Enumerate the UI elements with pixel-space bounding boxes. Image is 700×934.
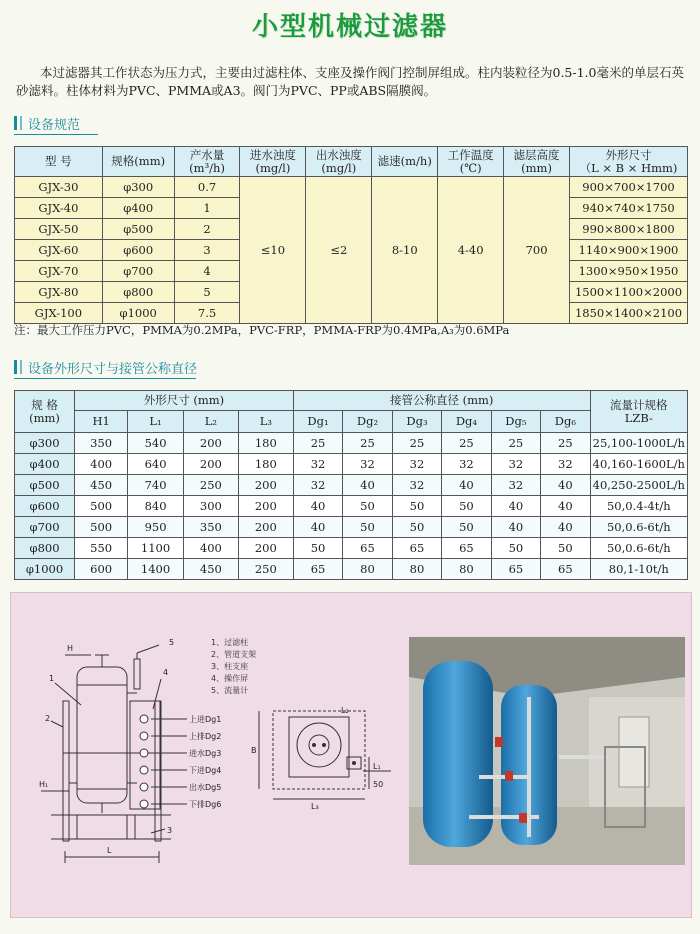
table-cell: 40 xyxy=(343,475,392,496)
table-cell: 50 xyxy=(392,496,441,517)
col-header: 进水浊度 (mg/l) xyxy=(240,147,306,177)
table-cell: 50 xyxy=(343,496,392,517)
table-cell: 840 xyxy=(128,496,184,517)
table-cell: 25 xyxy=(343,433,392,454)
table-cell: 50 xyxy=(392,517,441,538)
svg-text:H: H xyxy=(67,644,74,653)
svg-text:B: B xyxy=(251,746,257,755)
table-cell: 200 xyxy=(183,454,238,475)
table-cell: 450 xyxy=(183,559,238,580)
table-cell: 1400 xyxy=(128,559,184,580)
table-row: GJX-50 φ500 2 990×800×1800 xyxy=(15,219,688,240)
section-heading-label: 设备外形尺寸与接管公称直径 xyxy=(28,361,198,377)
table-cell: 50 xyxy=(442,517,491,538)
table-cell: 50 xyxy=(491,538,540,559)
table-cell: 600 xyxy=(75,559,128,580)
table-cell: φ300 xyxy=(15,433,75,454)
table-cell: 250 xyxy=(183,475,238,496)
col-header: 工作温度 (℃) xyxy=(438,147,504,177)
table-cell: 250 xyxy=(238,559,293,580)
table-cell: 32 xyxy=(491,475,540,496)
table-cell: φ800 xyxy=(15,538,75,559)
table-cell: 50 xyxy=(343,517,392,538)
intro-paragraph: 本过滤器其工作状态为压力式，主要由过滤柱体、支座及操作阀门控制屏组成。柱内装粒径为0.5-1.0毫米的单层石英砂滤料。柱体材料为PVC、PMMA或A3。阀门为PVC、PP或ABS隔膜阀。 xyxy=(16,65,684,98)
table-row: GJX-70 φ700 4 1300×950×1950 xyxy=(15,261,688,282)
table-cell: 32 xyxy=(392,454,441,475)
table-cell: 300 xyxy=(183,496,238,517)
table-cell: 500 xyxy=(75,496,128,517)
table-cell: 80 xyxy=(343,559,392,580)
table-cell: 40 xyxy=(541,475,590,496)
table-cell: 540 xyxy=(128,433,184,454)
svg-text:4: 4 xyxy=(163,668,169,677)
svg-text:L: L xyxy=(107,846,112,855)
table-cell: 40 xyxy=(491,517,540,538)
table-cell: 400 xyxy=(75,454,128,475)
col-header: 流量计规格 LZB- xyxy=(590,391,687,433)
table-cell: 25 xyxy=(392,433,441,454)
table-cell: 640 xyxy=(128,454,184,475)
dimension-table: 规 格 (mm) 外形尺寸 (mm) 接管公称直径 (mm) 流量计规格 LZB- H1 L₁ L₂ L₃ Dg₁ Dg₂ Dg₃ Dg₄ Dg₅ Dg₆ φ300 350 540 200 180 25 25 25 25 25 25 25,100-1000L/h φ400 400 640 200 180 32 32 32 32 32 32 40,160-1600L/h φ500 450 740 250 200 32 40 32 40 32 40 40,250-2500L/h φ600 500 840 300 200 40 50 50 50 40 40 50,0.4-4t/h φ700 500 950 350 200 40 50 50 50 40 40 50,0.6-6t/h φ800 550 1100 400 200 50 65 65 65 50 50 50,0.6-6t/h φ1000 600 1400 450 250 65 80 80 80 65 65 80,1-10t/h xyxy=(14,390,688,580)
valve-label: 上排Dg2 xyxy=(189,732,222,741)
table-cell: 50,0.4-4t/h xyxy=(590,496,687,517)
table-cell: 80 xyxy=(442,559,491,580)
valve-label: 进水Dg3 xyxy=(189,749,222,758)
section-heading-dims xyxy=(14,358,197,376)
table-cell: 32 xyxy=(293,454,342,475)
table-cell: 65 xyxy=(491,559,540,580)
table-cell: 200 xyxy=(238,496,293,517)
col-header: 产水量 (m³/h) xyxy=(174,147,240,177)
svg-text:50: 50 xyxy=(373,780,384,789)
col-header: 外形尺寸 (mm) xyxy=(75,391,294,411)
table-cell: 200 xyxy=(238,517,293,538)
svg-text:1: 1 xyxy=(49,674,55,683)
table-cell: 50,0.6-6t/h xyxy=(590,517,687,538)
table-cell: 40 xyxy=(293,517,342,538)
table-cell: 32 xyxy=(541,454,590,475)
table-cell: 350 xyxy=(75,433,128,454)
table-row xyxy=(15,433,688,454)
table-row: GJX-100 φ1000 7.5 1850×1400×2100 xyxy=(15,303,688,324)
table-cell: 950 xyxy=(128,517,184,538)
table-cell: 65 xyxy=(343,538,392,559)
table-cell: 200 xyxy=(183,433,238,454)
section-heading-label: 设备规范 xyxy=(28,117,81,133)
table-cell: φ400 xyxy=(15,454,75,475)
table-cell: 40 xyxy=(293,496,342,517)
table-cell: 350 xyxy=(183,517,238,538)
table-cell: 25 xyxy=(541,433,590,454)
table-cell: 200 xyxy=(238,475,293,496)
table-row: GJX-30 φ300 0.7 ≤10 ≤2 8-10 4-40 700 900×700×1700 xyxy=(15,177,688,198)
table-cell: 180 xyxy=(238,454,293,475)
table-cell: 32 xyxy=(343,454,392,475)
table-cell: 40 xyxy=(442,475,491,496)
table-cell: 65 xyxy=(392,538,441,559)
filter-photo xyxy=(409,637,685,865)
table-row xyxy=(15,475,688,496)
table-cell: φ600 xyxy=(15,496,75,517)
table-row xyxy=(15,454,688,475)
table-cell: 40,250-2500L/h xyxy=(590,475,687,496)
table-cell: 50 xyxy=(541,538,590,559)
col-header: 接管公称直径 (mm) xyxy=(293,391,590,411)
drawing-panel xyxy=(10,592,692,918)
table-cell: 65 xyxy=(442,538,491,559)
table-row: GJX-60 φ600 3 1140×900×1900 xyxy=(15,240,688,261)
col-header: 滤层高度 (mm) xyxy=(504,147,570,177)
table-cell: 40 xyxy=(491,496,540,517)
table-row xyxy=(15,538,688,559)
table-cell: 50 xyxy=(293,538,342,559)
table-cell: 25 xyxy=(293,433,342,454)
table-cell: 50,0.6-6t/h xyxy=(590,538,687,559)
table-row xyxy=(15,517,688,538)
table-cell: 32 xyxy=(293,475,342,496)
table-row: GJX-40 φ400 1 940×740×1750 xyxy=(15,198,688,219)
col-header: 规 格 (mm) xyxy=(15,391,75,433)
svg-text:L₁: L₁ xyxy=(373,762,381,771)
filter-schematic xyxy=(11,593,407,919)
table-cell: 40 xyxy=(541,496,590,517)
table-cell: 25 xyxy=(442,433,491,454)
table-cell: φ700 xyxy=(15,517,75,538)
table-cell: 400 xyxy=(183,538,238,559)
col-header: 规格(mm) xyxy=(102,147,174,177)
col-header: 型 号 xyxy=(15,147,103,177)
table-cell: 500 xyxy=(75,517,128,538)
table-cell: 40,160-1600L/h xyxy=(590,454,687,475)
svg-text:H₁: H₁ xyxy=(39,780,49,789)
pressure-note: 注：最大工作压力PVC，PMMA为0.2MPa，PVC-FRP，PMMA-FRP为0.4MPa,A₃为0.6MPa xyxy=(14,323,510,337)
table-cell: 550 xyxy=(75,538,128,559)
drawing-legend: 1、过滤柱 2、管道支架 3、柱支座 4、操作屏 5、流量计 xyxy=(211,638,257,695)
svg-text:L₂: L₂ xyxy=(341,706,349,715)
svg-text:2: 2 xyxy=(45,714,51,723)
table-cell: 65 xyxy=(293,559,342,580)
valve-label: 下排Dg6 xyxy=(189,800,222,809)
table-cell: 65 xyxy=(541,559,590,580)
spec-table xyxy=(14,146,688,324)
svg-text:3: 3 xyxy=(167,826,173,835)
table-cell: 80,1-10t/h xyxy=(590,559,687,580)
table-cell: 32 xyxy=(491,454,540,475)
table-cell: 200 xyxy=(238,538,293,559)
valve-label: 上进Dg1 xyxy=(189,715,222,724)
table-cell: 25 xyxy=(491,433,540,454)
table-cell: 450 xyxy=(75,475,128,496)
svg-text:5: 5 xyxy=(169,638,175,647)
page-title: 小型机械过滤器 xyxy=(251,12,448,42)
table-cell: φ1000 xyxy=(15,559,75,580)
table-cell: φ500 xyxy=(15,475,75,496)
table-cell: 32 xyxy=(392,475,441,496)
table-row xyxy=(15,496,688,517)
table-row: GJX-80 φ800 5 1500×1100×2000 xyxy=(15,282,688,303)
table-cell: 32 xyxy=(442,454,491,475)
table-cell: 740 xyxy=(128,475,184,496)
table-cell: 1100 xyxy=(128,538,184,559)
table-cell: 25,100-1000L/h xyxy=(590,433,687,454)
col-header: 滤速(m/h) xyxy=(372,147,438,177)
table-row xyxy=(15,559,688,580)
col-header: 出水浊度 (mg/l) xyxy=(306,147,372,177)
valve-label: 下进Dg4 xyxy=(189,766,222,775)
col-header: 外形尺寸 （L × B × Hmm) xyxy=(570,147,688,177)
table-cell: 40 xyxy=(541,517,590,538)
section-heading-spec xyxy=(14,114,80,132)
svg-text:L₃: L₃ xyxy=(311,802,319,811)
valve-label: 出水Dg5 xyxy=(189,783,222,792)
table-cell: 50 xyxy=(442,496,491,517)
table-cell: 80 xyxy=(392,559,441,580)
table-cell: 180 xyxy=(238,433,293,454)
